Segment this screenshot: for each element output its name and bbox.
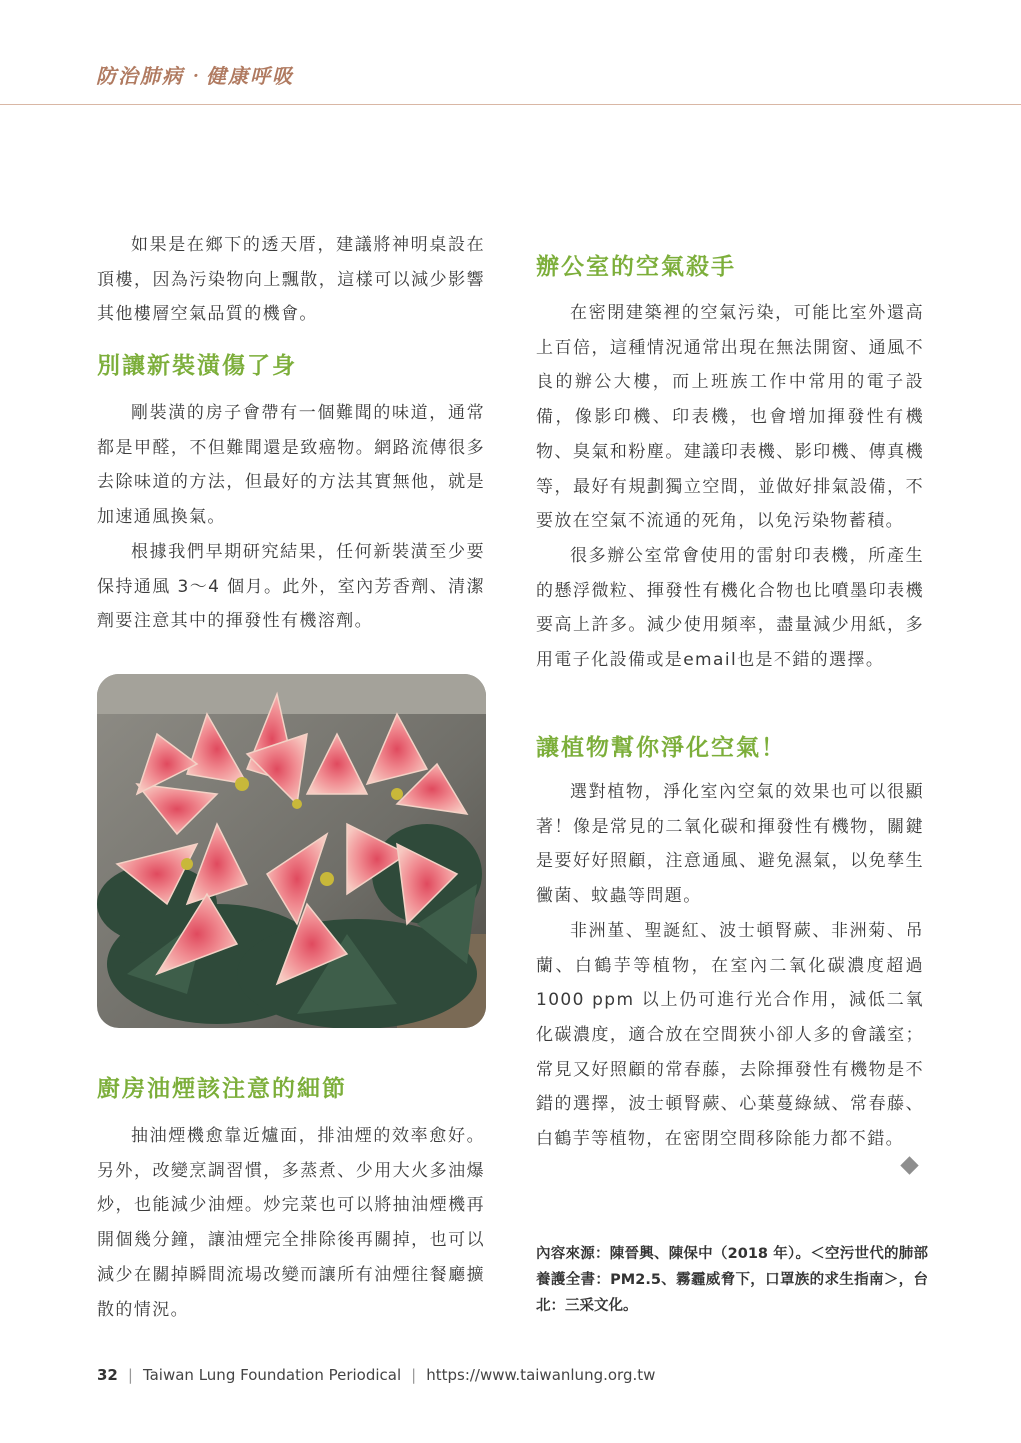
content-source-note: 內容來源：陳晉興、陳保中（2018 年）。＜空污世代的肺部養護全書：PM2.5、霧霾威脅下，口罩族的求生指南＞，台北：三采文化。 — [536, 1246, 928, 1314]
kitchen-paragraph: 抽油煙機愈靠近爐面，排油煙的效率愈好。另外，改變烹調習慣，多蒸煮、少用大火多油爆炒，也能減少油煙。炒完菜也可以將抽油煙機再開個幾分鐘，讓油煙完全排除後再關掉，也可以減少在關掉瞬間流場改變而讓所有油煙往餐廳擴散的情況。 — [97, 1126, 485, 1320]
office-paragraph-2: 很多辦公室常會使用的雷射印表機，所產生的懸浮微粒、揮發性有機化合物也比噴墨印表機要高上許多。減少使用頻率，盡量減少用紙，多用電子化設備或是email也是不錯的選擇。 — [536, 545, 924, 671]
intro-paragraph: 如果是在鄉下的透天厝，建議將神明桌設在頂樓，因為污染物向上飄散，這樣可以減少影響其他樓層空氣品質的機會。 — [97, 235, 485, 325]
header-divider — [0, 104, 1021, 105]
footer-separator: | — [411, 1366, 417, 1384]
kitchen-body — [97, 1119, 485, 1327]
renovation-paragraph-2: 根據我們早期研究結果，任何新裝潢至少要保持通風 3～4 個月。此外，室內芳香劑、清潔劑要注意其中的揮發性有機溶劑。 — [97, 541, 485, 632]
website-url[interactable]: https://www.taiwanlung.org.tw — [426, 1366, 656, 1384]
section-heading-office: 辦公室的空氣殺手 — [536, 254, 736, 280]
page-footer — [97, 1366, 655, 1384]
publication-name: Taiwan Lung Foundation Periodical — [142, 1366, 402, 1384]
section-heading-plants: 讓植物幫你淨化空氣！ — [536, 735, 786, 761]
plants-paragraph-1: 選對植物，淨化室內空氣的效果也可以很顯著！像是常見的二氧化碳和揮發性有機物，關鍵是要好好照顧，注意通風、避免濕氣，以免孳生黴菌、蚊蟲等問題。 — [536, 782, 924, 907]
running-header: 防治肺病‧健康呼吸 — [96, 64, 294, 88]
office-body — [536, 296, 924, 678]
page-number: 32 — [97, 1366, 118, 1384]
plants-body — [536, 775, 924, 1157]
renovation-body — [97, 396, 485, 639]
section-heading-renovation: 別讓新裝潢傷了身 — [97, 353, 297, 379]
poinsettia-illustration — [97, 674, 486, 1028]
plants-paragraph-2: 非洲堇、聖誕紅、波士頓腎蕨、非洲菊、吊蘭、白鶴芋等植物，在室內二氧化碳濃度超過 1000 ppm 以上仍可進行光合作用，減低二氧化碳濃度，適合放在空間狹小卻人多的會議室；常見又好照顧的常春藤，去除揮發性有機物是不錯的選擇，波士頓腎蕨、心葉蔓綠絨、常春藤、白鶴芋等植物，在密閉空間移除能力都不錯。 — [536, 920, 924, 1150]
diamond-icon — [900, 1156, 918, 1174]
office-paragraph-1: 在密閉建築裡的空氣污染，可能比室外還高上百倍，這種情況通常出現在無法開窗、通風不良的辦公大樓，而上班族工作中常用的電子設備，像影印機、印表機，也會增加揮發性有機物、臭氣和粉塵。建議印表機、影印機、傳真機等，最好有規劃獨立空間，並做好排氣設備，不要放在空氣不流通的死角，以免污染物蓄積。 — [536, 303, 924, 532]
intro-block — [97, 228, 485, 332]
renovation-paragraph-1: 剛裝潢的房子會帶有一個難聞的味道，通常都是甲醛，不但難聞還是致癌物。網路流傳很多去除味道的方法，但最好的方法其實無他，就是加速通風換氣。 — [97, 403, 485, 528]
section-heading-kitchen: 廚房油煙該注意的細節 — [97, 1076, 347, 1102]
poinsettia-photo — [97, 674, 486, 1028]
footer-separator: | — [127, 1366, 133, 1384]
